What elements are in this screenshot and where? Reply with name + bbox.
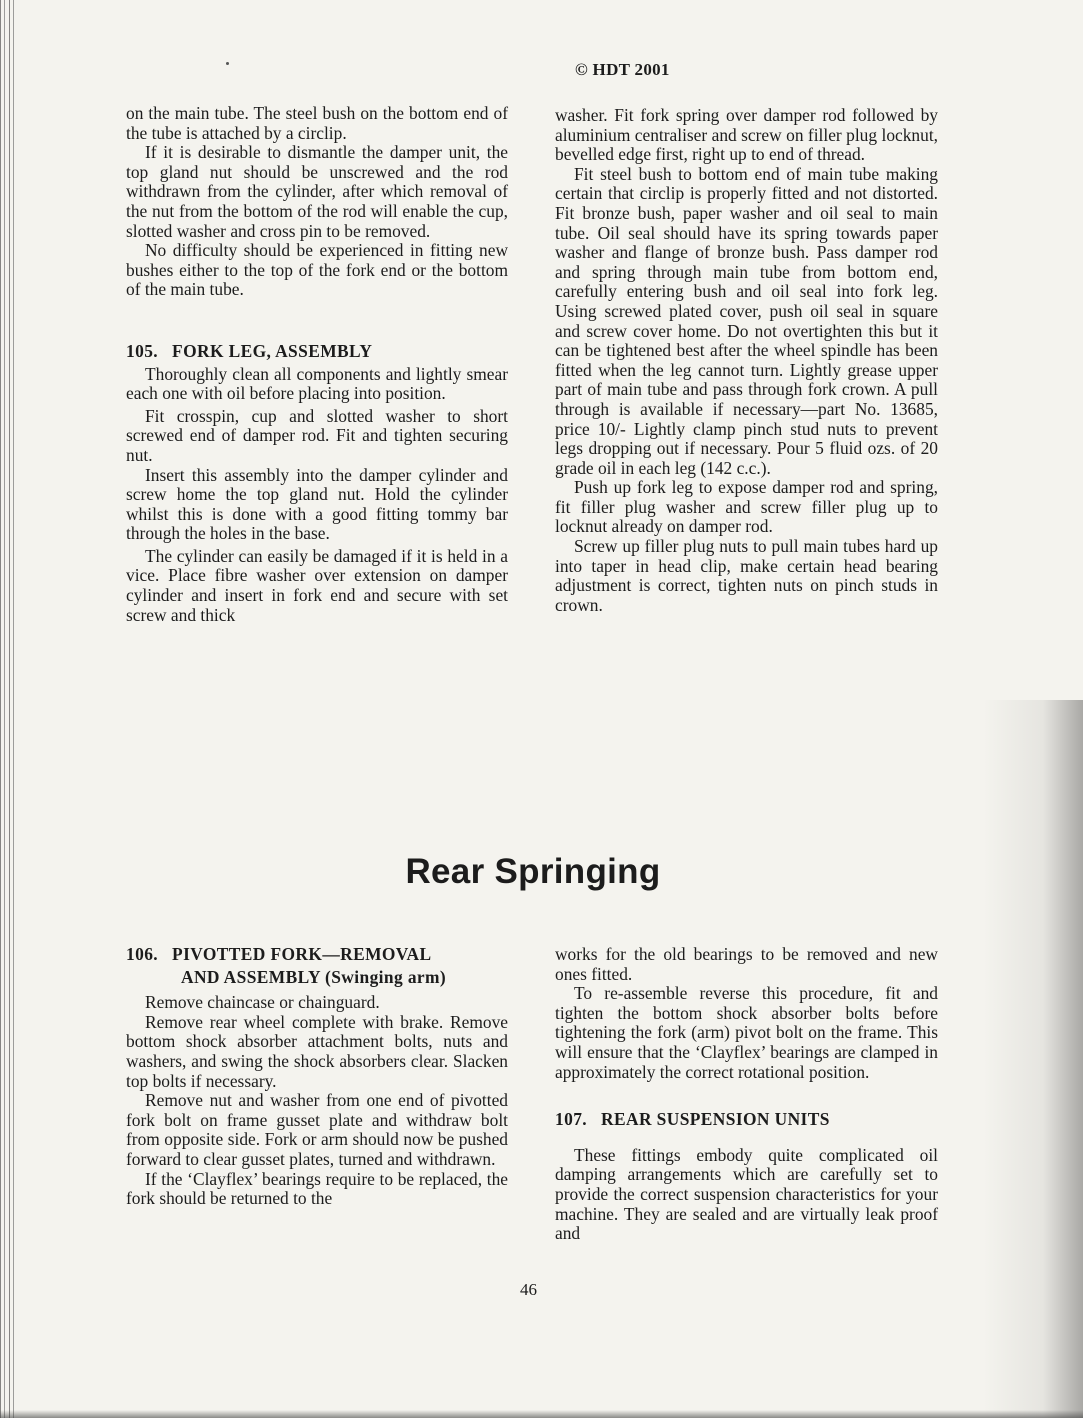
section-subtitle: (Swinging arm) [325,966,447,987]
section-107-heading [555,1110,938,1130]
paragraph: Remove rear wheel complete with brake. Remove bottom shock absorber attachment bolts, nuts and washers, and swing the shock absorbers clear. Slacken top bolts if necessary. [126,1011,508,1091]
left-column-top [126,104,508,625]
right-column-top [555,106,938,615]
paragraph: Thoroughly clean all components and lightly smear each one with oil before placing into position. [126,363,508,404]
paragraph: works for the old bearings to be removed and new ones fitted. [555,944,938,984]
paragraph: Fit steel bush to bottom end of main tube making certain that circlip is properly fitted and not distorted. Fit bronze bush, paper washer and oil seal to main tube. Oil seal should have its spring towards paper washer and flange of bronze bush. Pass damper rod and spring through main tube from bottom end, carefully entering bush and oil seal into fork leg. Using screwed plated cover, push oil seal in square and screw cover home. Do not overtighten this but it can be tightened best after the wheel spindle has been fitted when the leg cannot turn. Lightly grease upper part of main tube and pass through fork crown. A pull through is available if necessary—part No. 13685, price 10/- Lightly clamp pinch stud nuts to prevent legs dropping out if necessary. Pour 5 fluid ozs. of 20 grade oil in each leg (142 c.c.). [555,163,938,478]
right-column-bottom [555,945,938,1244]
paragraph: To re-assemble reverse this procedure, fit and tighten the bottom shock absorber bolts before tightening the fork (arm) pivot bolt on the frame. This will ensure that the ‘Clayflex’ bearings are clamped in approximately the correct rotational position. [555,983,938,1082]
paragraph: washer. Fit fork spring over damper rod followed by aluminium centraliser and screw on filler plug locknut, bevelled edge first, right up to end of thread. [555,105,938,165]
rear-springing-title: Rear Springing [405,852,661,891]
left-column-bottom [126,945,508,1209]
paragraph: If it is desirable to dismantle the damper unit, the top gland nut should be unscrewed and the rod withdrawn from the cylinder, after which removal of the nut from the bottom of the rod will enable the cup, slotted washer and cross pin to be removed. [126,142,508,241]
paragraph: No difficulty should be experienced in fitting new bushes either to the top of the fork end or the bottom of the main tube. [126,240,508,300]
copyright-header: © HDT 2001 [575,60,670,79]
section-title: REAR SUSPENSION UNITS [601,1109,830,1130]
paragraph: The cylinder can easily be damaged if it is held in a vice. Place fibre washer over extension on damper cylinder and insert in fork end and secure with set screw and thick [126,545,508,625]
paragraph: If the ‘Clayflex’ bearings require to be replaced, the fork should be returned to the [126,1168,508,1209]
section-title-line2: AND ASSEMBLY [181,966,321,987]
paragraph: Remove nut and washer from one end of pivotted fork bolt on frame gusset plate and withdraw bolt from opposite side. Fork or arm should now be pushed forward to clear gusset plates, turned and withdrawn. [126,1090,508,1169]
scan-edge-left [0,0,18,1418]
section-title: PIVOTTED FORK—REMOVAL [172,944,432,964]
paragraph: Fit crosspin, cup and slotted washer to short screwed end of damper rod. Fit and tighten securing nut. [126,405,508,465]
scan-speck [226,62,229,65]
section-105-heading [126,342,508,362]
section-number: 106. [126,944,159,964]
paragraph: on the main tube. The steel bush on the bottom end of the tube is attached by a circlip. [126,103,508,143]
scan-edge-right [983,700,1083,1418]
page-number: 46 [520,1280,537,1299]
paragraph: Remove chaincase or chainguard. [145,992,380,1013]
paragraph: These fittings embody quite complicated oil damping arrangements which are carefully set to provide the correct suspension characteristics for your machine. They are sealed and are virtually leak proof and [555,1144,938,1244]
paragraph: Screw up filler plug nuts to pull main tubes hard up into taper in head clip, make certain head bearing adjustment is correct, tighten nuts on pinch studs in crown. [555,536,938,615]
paragraph: Insert this assembly into the damper cylinder and screw home the top gland nut. Hold the cylinder whilst this is done with a good fitting tommy bar through the holes in the base. [126,464,508,544]
paragraph: Push up fork leg to expose damper rod and spring, fit filler plug washer and screw filler plug up to locknut already on damper rod. [555,477,938,537]
section-106-heading [126,945,508,987]
section-title: FORK LEG, ASSEMBLY [172,340,373,361]
section-number: 107. [555,1109,588,1130]
section-number: 105. [126,340,159,361]
scan-edge-bottom [0,1410,1083,1418]
